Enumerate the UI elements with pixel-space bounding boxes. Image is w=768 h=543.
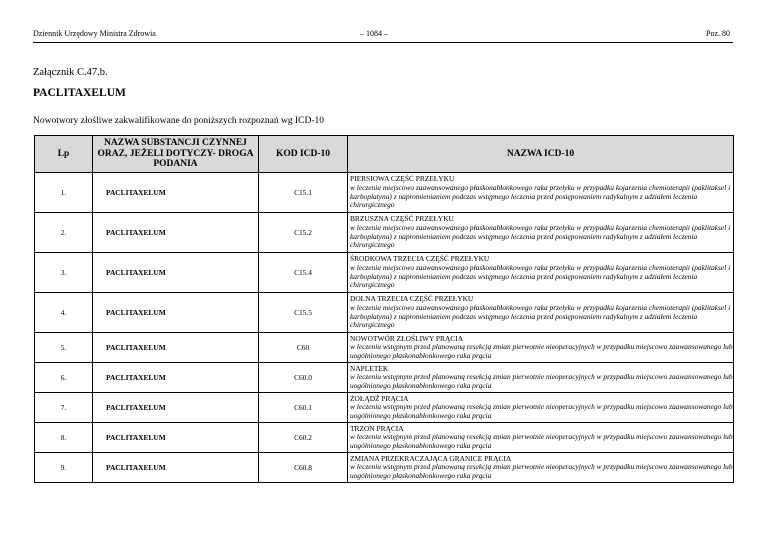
row-code	[259, 333, 348, 363]
row-substance-text: PACLITAXELUM	[106, 433, 166, 442]
icd-name-description: w leczeniu wstępnym przed planowaną resekcją zmian pierwotnie nieoperacyjnych w przypadku miejscowo zaawansowanego lub uogólnionego płaskonabłonkowego raka prącia	[350, 372, 733, 390]
row-number	[35, 293, 93, 333]
row-icd-name	[348, 453, 734, 483]
row-substance	[93, 253, 259, 293]
icd-name-description: w leczeniu miejscowo zaawansowanego płaskonabłonkowego raka przełyku w przypadku kojarzenia chemioterapii (paklitaksel i karboplatyna) z napromienianiem podczas wstępnego leczenia przed postępowaniem radykalnym z udziałem leczenia chirurgicznego	[350, 262, 731, 290]
table-row	[35, 453, 734, 483]
row-icd-name	[348, 293, 734, 333]
table-header-row	[35, 136, 734, 173]
icd-name-title: ZMIANA PRZEKRACZAJĄCA GRANICE PRĄCIA	[350, 453, 512, 463]
row-number-text: 7.	[60, 403, 67, 412]
row-code-text: C60.0	[294, 373, 312, 382]
row-substance-text: PACLITAXELUM	[106, 373, 166, 382]
table-row	[35, 423, 734, 453]
icd-table	[34, 135, 734, 483]
row-number-text: 3.	[60, 268, 67, 277]
table-body	[35, 173, 734, 483]
row-substance	[93, 173, 259, 213]
row-icd-name	[348, 253, 734, 293]
table-row	[35, 293, 734, 333]
row-code-text: C15.4	[294, 268, 312, 277]
row-number	[35, 173, 93, 213]
row-number-text: 5.	[60, 343, 67, 352]
row-substance	[93, 293, 259, 333]
icd-name-title: ŚRODKOWA TRZECIA CZĘŚĆ PRZEŁYKU	[350, 254, 490, 264]
row-code-text: C60	[296, 343, 310, 352]
icd-name-title: NOWOTWÓR ZŁOŚLIWY PRĄCIA	[350, 333, 464, 343]
row-number	[35, 363, 93, 393]
row-code	[259, 293, 348, 333]
row-icd-name	[348, 423, 734, 453]
row-number	[35, 333, 93, 363]
row-code	[259, 363, 348, 393]
row-number-text: 4.	[60, 308, 67, 317]
row-substance-text: PACLITAXELUM	[106, 308, 166, 317]
table-row	[35, 213, 734, 253]
row-substance	[93, 333, 259, 363]
row-code	[259, 253, 348, 293]
row-number-text: 8.	[60, 433, 67, 442]
row-icd-name	[348, 363, 734, 393]
drug-title: PACLITAXELUM	[33, 87, 126, 99]
header-lp: Lp	[35, 136, 93, 173]
icd-name-description: w leczeniu wstępnym przed planowaną resekcją zmian pierwotnie nieoperacyjnych w przypadku miejscowo zaawansowanego lub uogólnionego płaskonabłonkowego raka prącia	[350, 402, 733, 420]
row-number	[35, 213, 93, 253]
annex-label: Załącznik C.47.b.	[33, 67, 108, 78]
row-substance-text: PACLITAXELUM	[106, 343, 166, 352]
table-row	[35, 333, 734, 363]
row-number-text: 2.	[60, 228, 67, 237]
icd-name-title: PIERSIOWA CZĘŚĆ PRZEŁYKU	[350, 174, 455, 184]
row-code-text: C60.2	[294, 433, 312, 442]
icd-name-description: w leczeniu wstępnym przed planowaną resekcją zmian pierwotnie nieoperacyjnych w przypadku miejscowo zaawansowanego lub uogólnionego płaskonabłonkowego raka prącia	[350, 342, 733, 360]
icd-name-title: NAPLETEK	[350, 363, 389, 373]
row-substance	[93, 213, 259, 253]
row-substance-text: PACLITAXELUM	[106, 268, 166, 277]
row-code	[259, 423, 348, 453]
table-row	[35, 393, 734, 423]
row-number	[35, 393, 93, 423]
table-caption: Nowotwory złośliwe zakwalifikowane do poniższych rozpoznań wg ICD-10	[33, 116, 324, 126]
row-code	[259, 453, 348, 483]
icd-name-title: TRZON PRĄCIA	[350, 423, 404, 433]
row-code-text: C15.1	[294, 188, 312, 197]
icd-name-description: w leczeniu wstępnym przed planowaną resekcją zmian pierwotnie nieoperacyjnych w przypadku miejscowo zaawansowanego lub uogólnionego płaskonabłonkowego raka prącia	[350, 432, 733, 450]
row-code	[259, 173, 348, 213]
table-row	[35, 363, 734, 393]
icd-name-description: w leczeniu miejscowo zaawansowanego płaskonabłonkowego raka przełyku w przypadku kojarzenia chemioterapii (paklitaksel i karboplatyna) z napromienianiem podczas wstępnego leczenia przed postępowaniem radykalnym z udziałem leczenia chirurgicznego	[350, 302, 731, 330]
row-substance	[93, 423, 259, 453]
header-divider	[33, 42, 733, 43]
row-number	[35, 453, 93, 483]
icd-name-title: DOLNA TRZECIA CZĘŚĆ PRZEŁYKU	[350, 294, 474, 304]
row-substance	[93, 363, 259, 393]
row-icd-name	[348, 393, 734, 423]
row-icd-name	[348, 333, 734, 363]
row-substance-text: PACLITAXELUM	[106, 228, 166, 237]
position-number: Poz. 80	[706, 29, 730, 38]
icd-name-title: BRZUSZNA CZĘŚĆ PRZEŁYKU	[350, 214, 454, 224]
header-code: KOD ICD-10	[259, 136, 348, 173]
journal-name: Dziennik Urzędowy Ministra Zdrowia	[33, 29, 156, 38]
row-substance-text: PACLITAXELUM	[106, 188, 166, 197]
row-number-text: 9.	[60, 463, 67, 472]
row-number-text: 6.	[60, 373, 67, 382]
icd-name-description: w leczeniu miejscowo zaawansowanego płaskonabłonkowego raka przełyku w przypadku kojarzenia chemioterapii (paklitaksel i karboplatyna) z napromienianiem podczas wstępnego leczenia przed postępowaniem radykalnym z udziałem leczenia chirurgicznego	[350, 182, 731, 210]
row-code-text: C60.8	[294, 463, 312, 472]
row-substance	[93, 393, 259, 423]
icd-name-title: ŻOŁĄDŹ PRĄCIA	[350, 393, 409, 403]
row-code-text: C60.1	[294, 403, 312, 412]
row-icd-name	[348, 213, 734, 253]
row-code-text: C15.5	[294, 308, 312, 317]
row-number	[35, 423, 93, 453]
row-icd-name	[348, 173, 734, 213]
row-code	[259, 393, 348, 423]
row-substance	[93, 453, 259, 483]
row-number	[35, 253, 93, 293]
row-substance-text: PACLITAXELUM	[106, 463, 166, 472]
icd-name-description: w leczeniu wstępnym przed planowaną resekcją zmian pierwotnie nieoperacyjnych w przypadku miejscowo zaawansowanego lub uogólnionego płaskonabłonkowego raka prącia	[350, 462, 733, 480]
header-substance: NAZWA SUBSTANCJI CZYNNEJ ORAZ, JEŻELI DOTYCZY- DROGA PODANIA	[93, 136, 259, 173]
page-number: – 1084 –	[360, 29, 388, 38]
table-row	[35, 173, 734, 213]
header-name: NAZWA ICD-10	[348, 136, 734, 173]
table-row	[35, 253, 734, 293]
row-substance-text: PACLITAXELUM	[106, 403, 166, 412]
row-number-text: 1.	[60, 188, 67, 197]
row-code-text: C15.2	[294, 228, 312, 237]
row-code	[259, 213, 348, 253]
icd-name-description: w leczeniu miejscowo zaawansowanego płaskonabłonkowego raka przełyku w przypadku kojarzenia chemioterapii (paklitaksel i karboplatyna) z napromienianiem podczas wstępnego leczenia przed postępowaniem radykalnym z udziałem leczenia chirurgicznego	[350, 222, 731, 250]
